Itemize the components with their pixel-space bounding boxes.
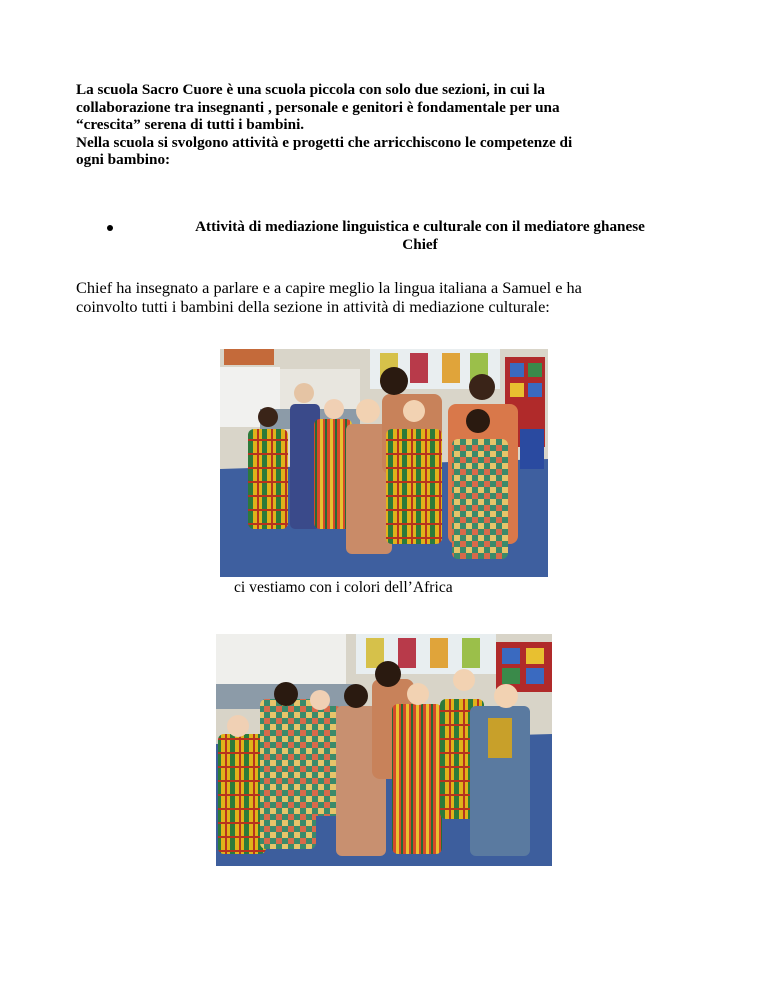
bullet-item [110,218,690,253]
body-paragraph [76,278,696,316]
paragraph-line: Chief ha insegnato a parlare e a capire meglio la lingua italiana a Samuel e ha [76,278,582,297]
bullet-text [140,218,700,253]
paragraph-line: coinvolto tutti i bambini della sezione in attività di mediazione culturale: [76,297,550,316]
bullet-line: Attività di mediazione linguistica e culturale con il mediatore ghanese [195,218,645,235]
intro-line: “crescita” serena di tutti i bambini. [76,116,305,133]
photo-image [220,349,548,577]
intro-line: Nella scuola si svolgono attività e progetti che arricchiscono le competenze di [76,133,573,151]
intro-line: ogni bambino: [76,151,171,168]
classroom-photo-2 [216,634,552,866]
intro-line: collaborazione tra insegnanti , personale e genitori è fondamentale per una [76,98,560,116]
intro-text [76,81,686,169]
bullet-icon [107,225,113,231]
intro-line: La scuola Sacro Cuore è una scuola piccola con solo due sezioni, in cui la [76,81,546,98]
photo-caption: ci vestiamo con i colori dell’Africa [234,579,453,596]
bullet-line: Chief [402,235,438,253]
classroom-photo-1 [220,349,548,577]
photo-image [216,634,552,866]
